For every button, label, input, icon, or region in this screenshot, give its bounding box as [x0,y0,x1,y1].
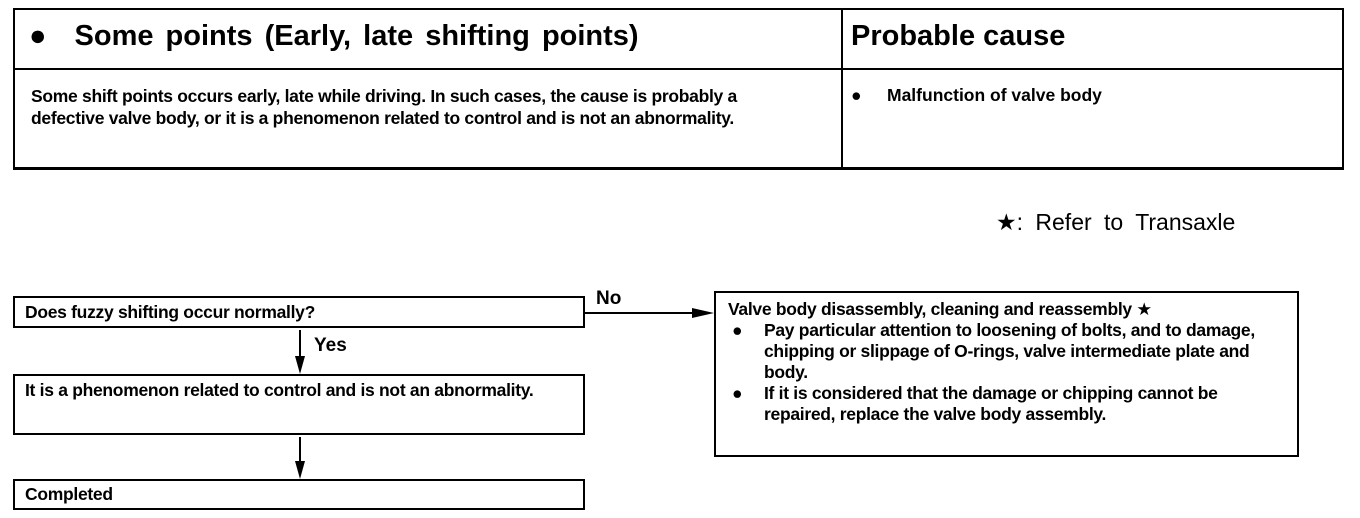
bullet-icon: ● [851,85,862,105]
fuzzy-shifting-question-box: Does fuzzy shifting occur normally? [13,296,585,328]
valve-action-title: Valve body disassembly, cleaning and reassembly ★ [728,299,1152,319]
no-branch-arrowhead [692,308,714,318]
valve-body-action-box [714,291,1299,457]
valve-action-point [728,383,1287,425]
yes-branch-arrowhead [295,356,305,374]
bullet-icon: ● [732,320,743,340]
symptom-description: Some shift points occurs early, late while driving. In such cases, the cause is probably a defective valve body, or it is a phenomenon related to control and is not an abnormality. [31,86,737,128]
yes-label: Yes [314,335,347,356]
valve-action-point-text: If it is considered that the damage or chipping cannot be repaired, replace the valve body assembly. [764,383,1218,424]
symptom-heading-text: Some points (Early, late shifting points) [74,20,639,52]
valve-action-list [728,320,1287,425]
valve-action-point [728,320,1287,383]
probable-cause-text: Malfunction of valve body [887,85,1102,105]
completed-arrowhead [295,461,305,479]
completed-box: Completed [13,479,585,510]
no-label: No [596,288,622,309]
bullet-icon: ● [732,383,743,403]
probable-cause-heading: Probable cause [851,20,1066,52]
phenomenon-box: It is a phenomenon related to control and is not an abnormality. [13,374,585,435]
bullet-icon: ● [29,20,47,52]
valve-action-point-text: Pay particular attention to loosening of bolts, and to damage, chipping or slippage of O-rings, valve intermediate plate and body. [764,320,1255,382]
transaxle-reference-note: ★: Refer to Transaxle [996,209,1236,235]
